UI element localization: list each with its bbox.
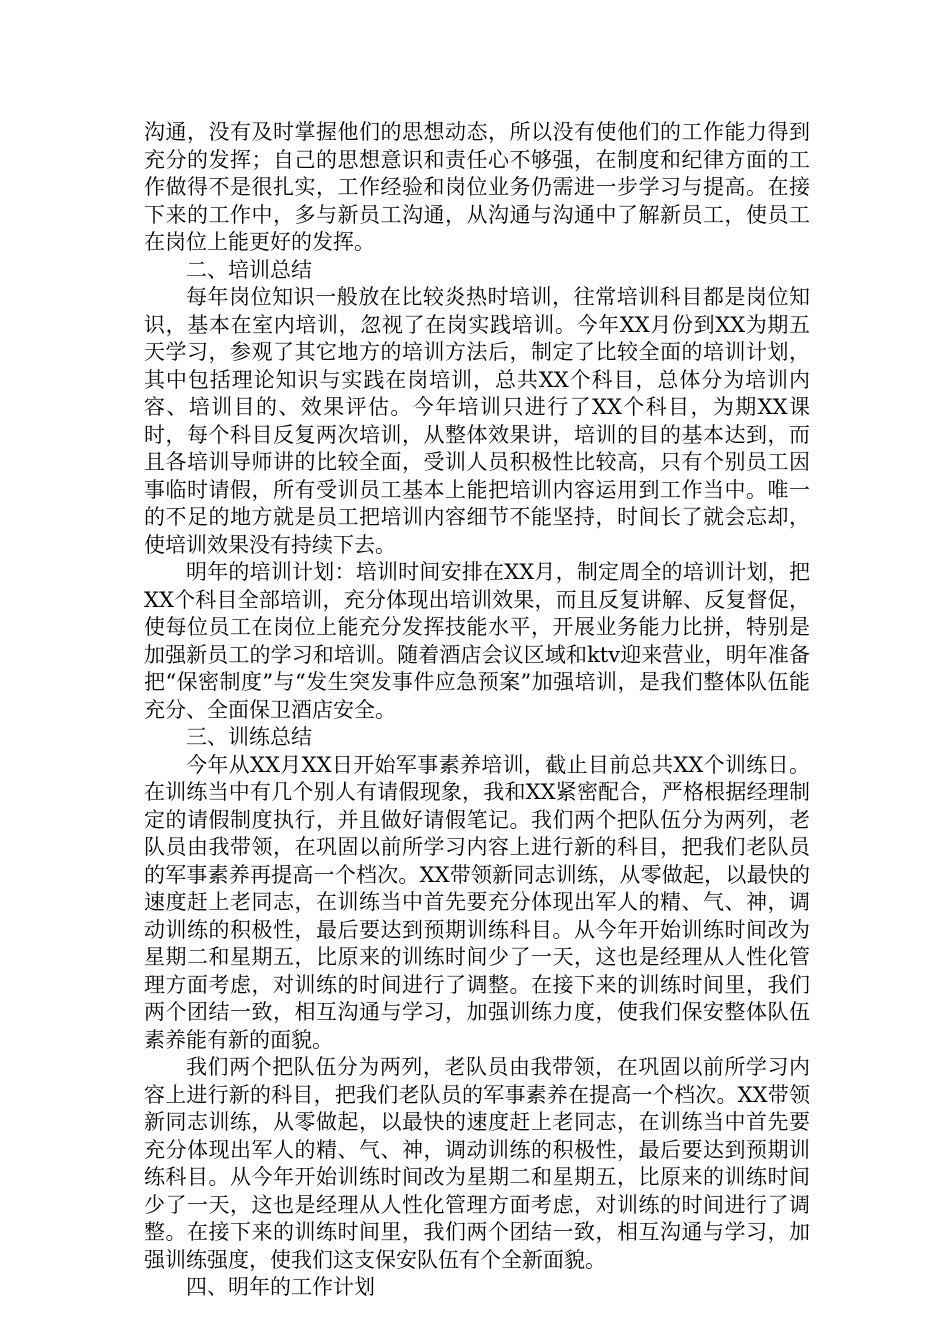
paragraph-drill-teams: 我们两个把队伍分为两列，老队员由我带领，在巩固以前所学习内容上进行新的科目，把我们老队员的军事素养在提高一个档次。XX带领新同志训练，从零做起，以最快的速度赶上老同志，在训练当中首先要充分体现出军人的精、气、神，调动训练的积极性，最后要达到预期训练科目。从今年开始训练时间改为星期二和星期五，比原来的训练时间少了一天，这也是经理从人性化管理方面考虑，对训练的时间进行了调整。在接下来的训练时间里，我们两个团结一致，相互沟通与学习，加强训练强度，使我们这支保安队伍有个全新面貌。 — [144, 1055, 810, 1272]
paragraph-drill-summary: 今年从XX月XX日开始军事素养培训，截止目前总共XX个训练日。在训练当中有几个别人有请假现象，我和XX紧密配合，严格根据经理制定的请假制度执行，并且做好请假笔记。我们两个把队伍分为两列，老队员由我带领，在巩固以前所学习内容上进行新的科目，把我们老队员的军事素养再提高一个档次。XX带领新同志训练，从零做起，以最快的速度赶上老同志，在训练当中首先要充分体现出军人的精、气、神，调动训练的积极性，最后要达到预期训练科目。从今年开始训练时间改为星期二和星期五，比原来的训练时间少了一天，这也是经理从人性化管理方面考虑，对训练的时间进行了调整。在接下来的训练时间里，我们两个团结一致，相互沟通与学习，加强训练力度，使我们保安整体队伍素养能有新的面貌。 — [144, 752, 810, 1052]
paragraph-training-plan: 明年的培训计划：培训时间安排在XX月，制定周全的培训计划，把XX个科目全部培训，充分体现出培训效果，而且反复讲解、反复督促，使每位员工在岗位上能充分发挥技能水平，开展业务能力比拼，特别是加强新员工的学习和培训。随着酒店会议区域和ktv迎来营业，明年准备把“保密制度”与“发生突发事件应急预案”加强培训，是我们整体队伍能充分、全面保卫酒店安全。 — [144, 560, 810, 722]
section-heading-training-summary: 二、培训总结 — [186, 257, 312, 282]
paragraph-communication: 沟通，没有及时掌握他们的思想动态，所以没有使他们的工作能力得到充分的发挥；自己的思想意识和责任心不够强，在制度和纪律方面的工作做得不是很扎实，工作经验和岗位业务仍需进一步学习与提高。在接下来的工作中，多与新员工沟通，从沟通与沟通中了解新员工，使员工在岗位上能更好的发挥。 — [144, 120, 810, 254]
document-page — [144, 119, 810, 1302]
paragraph-training-summary: 每年岗位知识一般放在比较炎热时培训，往常培训科目都是岗位知识，基本在室内培训，忽视了在岗实践培训。今年XX月份到XX为期五天学习，参观了其它地方的培训方法后，制定了比较全面的培训计划，其中包括理论知识与实践在岗培训，总共XX个科目，总体分为培训内容、培训目的、效果评估。今年培训只进行了XX个科目，为期XX课时，每个科目反复两次培训，从整体效果讲，培训的目的基本达到，而且各培训导师讲的比较全面，受训人员积极性比较高，只有个别员工因事临时请假，所有受训员工基本上能把培训内容运用到工作当中。唯一的不足的地方就是员工把培训内容细节不能坚持，时间长了就会忘却，使培训效果没有持续下去。 — [144, 285, 810, 557]
section-heading-next-year-plan: 四、明年的工作计划 — [186, 1275, 375, 1299]
section-heading-drill-summary: 三、训练总结 — [186, 725, 312, 749]
